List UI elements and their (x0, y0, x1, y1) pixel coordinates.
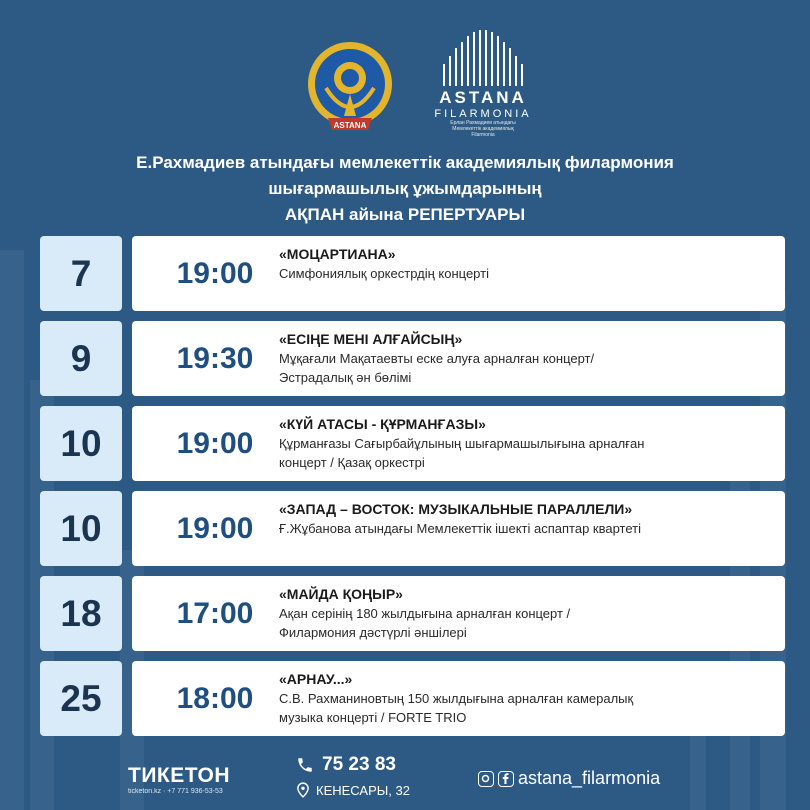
event-details (267, 321, 785, 396)
event-time: 19:00 (132, 491, 298, 566)
filarmonia-small-2: Мемлекеттік академиялық (452, 126, 514, 132)
instagram-icon (478, 771, 494, 787)
social-handle[interactable] (478, 768, 660, 789)
event-time: 19:00 (132, 406, 298, 481)
ticketon-brand[interactable] (128, 764, 230, 795)
title-line-1: Е.Рахмадиев атындағы мемлекеттік академиялық филармония (136, 153, 674, 172)
page-title (20, 150, 790, 228)
filarmonia-name-line2: FILARMONIA (434, 108, 532, 120)
event-details (267, 491, 785, 566)
event-description: Құрманғазы Сағырбайұлының шығармашылығына арналған (279, 436, 645, 451)
address-line[interactable] (296, 782, 410, 798)
event-description-2: концерт / Қазақ оркестрі (279, 455, 425, 470)
astana-emblem-logo (304, 36, 396, 140)
organ-pipes-icon (435, 30, 531, 86)
event-description-2: музыка концерті / FORTE TRIO (279, 710, 467, 725)
event-title: «МОЦАРТИАНА» (279, 246, 396, 262)
event-description-2: Филармония дәстүрлі әншілері (279, 625, 467, 640)
event-row[interactable] (40, 661, 785, 741)
event-details (267, 576, 785, 651)
phone-number: 75 23 83 (322, 754, 396, 775)
event-row[interactable] (40, 576, 785, 656)
phone-line[interactable] (296, 754, 410, 776)
contact-block (296, 754, 410, 798)
header-logos (0, 22, 810, 142)
event-time: 19:00 (132, 236, 298, 311)
event-description: Ғ.Жұбанова атындағы Мемлекеттік ішекті аспаптар квартеті (279, 521, 641, 536)
event-day: 7 (40, 236, 122, 311)
facebook-icon (498, 771, 514, 787)
event-title: «КҮЙ АТАСЫ - ҚҰРМАНҒАЗЫ» (279, 416, 486, 432)
event-description-2: Эстрадалық ән бөлімі (279, 370, 412, 385)
event-title: «ЗАПАД – ВОСТОК: МУЗЫКАЛЬНЫЕ ПАРАЛЛЕЛИ» (279, 501, 633, 517)
astana-emblem-text: ASTANA (333, 121, 367, 130)
event-day: 18 (40, 576, 122, 651)
event-row[interactable] (40, 321, 785, 401)
event-day: 10 (40, 491, 122, 566)
event-details (267, 661, 785, 736)
event-time: 17:00 (132, 576, 298, 651)
event-title: «ЕСІҢЕ МЕНІ АЛҒАЙСЫҢ» (279, 331, 463, 347)
event-description: Ақан серінің 180 жылдығына арналған концерт / (279, 606, 571, 621)
filarmonia-logo (418, 30, 548, 148)
event-row[interactable] (40, 236, 785, 316)
event-title: «АРНАУ...» (279, 671, 353, 687)
event-day: 25 (40, 661, 122, 736)
event-day: 9 (40, 321, 122, 396)
location-pin-icon (296, 782, 310, 798)
title-line-3: АҚПАН айына РЕПЕРТУАРЫ (284, 205, 526, 224)
filarmonia-small-1: Ерлан Рахмадиев атындағы (450, 120, 516, 126)
address-text: КЕНЕСАРЫ, 32 (316, 782, 410, 798)
event-time: 19:30 (132, 321, 298, 396)
filarmonia-small-3: Filarmonia (471, 132, 495, 138)
ticketon-contact: ticketon.kz · +7 771 936-53-53 (128, 788, 223, 795)
event-time: 18:00 (132, 661, 298, 736)
event-description: Симфониялық оркестрдің концерті (279, 266, 489, 281)
event-details (267, 406, 785, 481)
event-details (267, 236, 785, 311)
event-list (40, 236, 785, 746)
event-description: Мұқағали Мақатаевты еске алуға арналған концерт/ (279, 351, 595, 366)
filarmonia-name-line1: ASTANA (439, 88, 527, 107)
footer (0, 748, 810, 810)
social-handle-text: astana_filarmonia (518, 768, 661, 788)
ticketon-logo-text: ТИКЕТОН (128, 764, 231, 787)
event-description: С.В. Рахманиновтың 150 жылдығына арналған камералық (279, 691, 634, 706)
event-row[interactable] (40, 491, 785, 571)
event-row[interactable] (40, 406, 785, 486)
event-day: 10 (40, 406, 122, 481)
event-title: «МАЙДА ҚОҢЫР» (279, 586, 403, 602)
phone-icon (296, 756, 314, 774)
title-line-2: шығармашылық ұжымдарының (268, 179, 542, 198)
